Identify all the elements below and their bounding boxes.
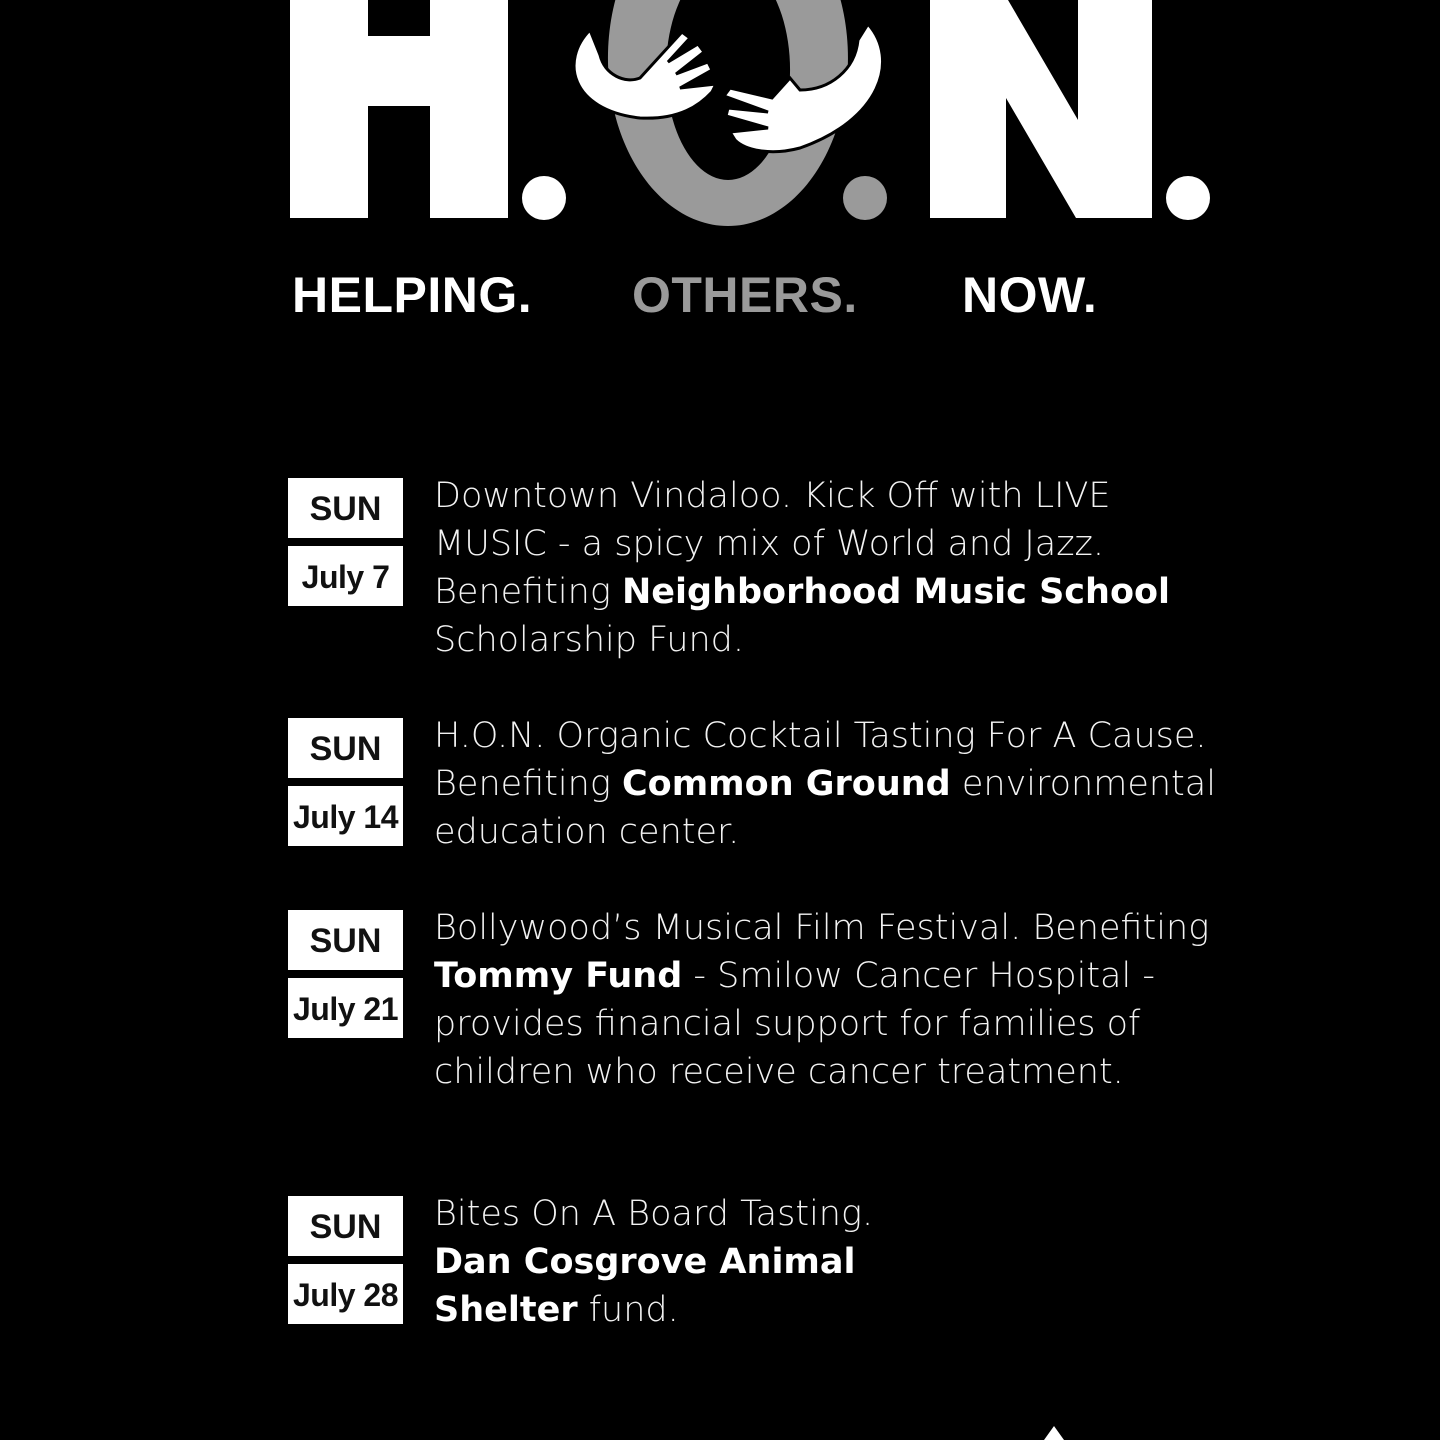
- event-date-badge: [288, 910, 403, 1038]
- beneficiary-name: Neighborhood Music School: [621, 572, 1171, 612]
- event-description: H.O.N. Organic Cocktail Tasting For A Cause. Benefiting Common Ground environmental education center.: [434, 716, 1216, 852]
- event-date: July 21: [288, 978, 403, 1038]
- partial-logo-mark: [1044, 1426, 1064, 1440]
- event-day: SUN: [288, 910, 403, 970]
- logo-letter-h: [290, 0, 508, 218]
- hon-logo: [0, 0, 1440, 240]
- logo-dot-1: [522, 176, 566, 220]
- tagline-now: NOW.: [962, 267, 1098, 323]
- event-date: July 14: [288, 786, 403, 846]
- event-description: Bollywood’s Musical Film Festival. Benefiting Tommy Fund - Smilow Cancer Hospital - provides financial support for families of children who receive cancer treatment.: [434, 908, 1210, 1092]
- beneficiary-name: Common Ground: [621, 764, 951, 804]
- logo-letter-n: [930, 0, 1152, 218]
- logo-dot-2: [843, 176, 887, 220]
- event-day: SUN: [288, 1196, 403, 1256]
- logo-dot-3: [1166, 176, 1210, 220]
- event-date: July 7: [288, 546, 403, 606]
- event-date: July 28: [288, 1264, 403, 1324]
- event-description: Downtown Vindaloo. Kick Off with LIVE MUSIC - a spicy mix of World and Jazz. Benefiting Neighborhood Music School Scholarship Fund.: [434, 476, 1171, 660]
- beneficiary-name: Dan Cosgrove Animal Shelter: [434, 1242, 856, 1330]
- tagline-helping: HELPING.: [292, 267, 533, 323]
- event-date-badge: [288, 1196, 403, 1324]
- event-date-badge: [288, 718, 403, 846]
- event-day: SUN: [288, 478, 403, 538]
- event-date-badge: [288, 478, 403, 606]
- beneficiary-name: Tommy Fund: [434, 956, 683, 996]
- event-day: SUN: [288, 718, 403, 778]
- tagline: [0, 262, 1440, 332]
- tagline-others: OTHERS.: [632, 267, 858, 323]
- event-description: Bites On A Board Tasting. Dan Cosgrove Animal Shelter fund.: [434, 1194, 874, 1330]
